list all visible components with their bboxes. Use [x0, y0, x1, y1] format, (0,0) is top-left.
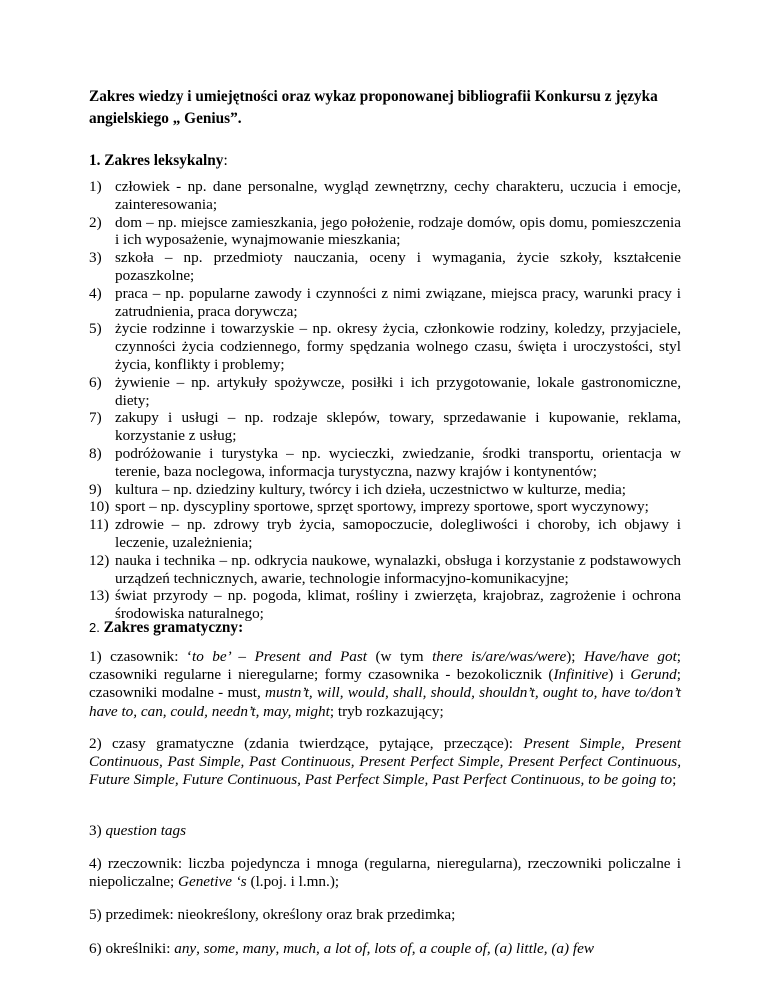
list-item-number: 9): [89, 480, 102, 498]
text-run: 2) czasy gramatyczne (zdania twierdzące, pytające, przeczące):: [89, 735, 524, 752]
list-item: [89, 516, 681, 552]
list-item: [89, 374, 681, 410]
text-run-italic: any: [174, 940, 197, 957]
grammar-item-5: 5) przedimek: nieokreślony, określony oraz brak przedimka;: [89, 906, 456, 923]
list-item: [89, 481, 681, 499]
list-item-number: 12): [89, 551, 110, 569]
title-line-1: Zakres wiedzy i umiejętności oraz wykaz proponowanej bibliografii Konkursu z języka: [89, 88, 658, 105]
text-run: ,: [196, 940, 204, 957]
list-item: [89, 587, 681, 623]
section-1-label: 1. Zakres leksykalny: [89, 152, 224, 169]
section-2-number: 2.: [89, 620, 100, 635]
section-1-colon: :: [223, 152, 228, 169]
list-item: [89, 409, 681, 445]
list-item-number: 1): [89, 178, 102, 195]
text-run-italic: , mustn’t, will, would, shall, should, shouldn’t, ought to, have to/don’t have to, can, could, needn’t, may, might: [89, 684, 681, 720]
text-run-italic: Gerund: [630, 666, 677, 684]
grammar-item-3: [89, 822, 681, 840]
list-item-text: kultura – np. dziedziny kultury, twórcy i ich dzieła, uczestnictwo w kulturze, media;: [115, 480, 627, 498]
list-item-number: 2): [89, 213, 102, 231]
list-item-number: 3): [89, 249, 102, 267]
text-run-italic: Have/have got: [583, 648, 677, 665]
text-run: ) i: [608, 666, 631, 684]
section-2-label: Zakres gramatyczny:: [103, 619, 244, 636]
list-item-number: 8): [89, 444, 102, 462]
text-run-italic: a lot of, lots of, a couple of, (a) little, (a) few: [323, 940, 594, 957]
text-run-italic: much: [283, 940, 316, 957]
text-run: (l.poj. i l.mn.);: [246, 873, 340, 891]
list-item-text: praca – np. popularne zawody i czynności z nimi związane, miejsca pracy, warunki pracy i zatrudnienia, praca dorywcza;: [115, 284, 681, 320]
grammar-item-1: [89, 648, 681, 721]
text-run-italic: question tags: [105, 822, 187, 839]
text-run: ; czasowniki regularne i nieregularne; formy czasownika - bezokolicznik (: [89, 648, 682, 684]
list-item-text: żywienie – np. artykuły spożywcze, posiłki i ich przygotowanie, lokale gastronomiczne, diety;: [115, 373, 681, 409]
list-item-text: dom – np. miejsce zamieszkania, jego położenie, rodzaje domów, opis domu, pomieszczenia i ich wyposażenie, wynajmowanie mieszkania;: [115, 213, 681, 249]
list-item-number: 5): [89, 320, 102, 338]
text-run-italic: Infinitive: [553, 666, 609, 684]
grammar-item-6: [89, 940, 681, 958]
list-item: [89, 249, 681, 285]
list-item: [89, 498, 681, 516]
text-run: ,: [315, 940, 324, 957]
list-item-number: 10): [89, 498, 110, 516]
document-title: [89, 86, 689, 130]
text-run-italic: some: [203, 940, 235, 957]
text-run: 6) określniki:: [89, 940, 175, 957]
lexical-list: [89, 178, 681, 623]
text-run: ; czasowniki modalne - must: [89, 666, 681, 702]
text-run: );: [566, 648, 584, 665]
list-item-text: świat przyrody – np. pogoda, klimat, rośliny i zwierzęta, krajobraz, zagrożenie i ochrona środowiska naturalnego;: [115, 587, 681, 623]
text-run: ,: [234, 940, 243, 957]
list-item: [89, 285, 681, 321]
list-item: [89, 178, 681, 214]
list-item: [89, 445, 681, 481]
grammar-item-2: [89, 735, 681, 790]
text-run: (w tym: [367, 648, 433, 665]
text-run: ,: [275, 940, 284, 957]
list-item: [89, 320, 681, 373]
section-2-heading: [89, 619, 243, 637]
list-item-text: nauka i technika – np. odkrycia naukowe, wynalazki, obsługa i korzystanie z podstawowych urządzeń technicznych, awarie, technologie informacyjno-komunikacyjne;: [115, 551, 681, 587]
list-item-number: 4): [89, 284, 102, 302]
grammar-item-4: [89, 855, 681, 891]
text-run-italic: there is/are/was/were: [432, 648, 567, 665]
list-item: [89, 552, 681, 588]
text-run: 1) czasownik: ‘: [89, 648, 192, 665]
text-run: 3): [89, 822, 106, 839]
list-item-number: 7): [89, 409, 102, 427]
list-item-text: życie rodzinne i towarzyskie – np. okresy życia, członkowie rodziny, koledzy, przyjaciele, czynności życia codziennego, formy spędzania wolnego czasu, święta i uroczystości, styl życia, konflikty i problemy;: [115, 320, 681, 373]
text-run-italic: Present Simple, Present Continuous, Past Simple, Past Continuous, Present Perfect Simple, Present Perfect Continuous, Future Simple, Future Continuous, Past Perfect Simple, Past Perfect Continuous, to be going to: [89, 735, 681, 789]
text-run-italic: Genetive ‘s: [177, 873, 247, 891]
title-line-2: angielskiego „ Genius”.: [89, 110, 242, 127]
text-run: ;: [672, 771, 677, 789]
list-item-text: zakupy i usługi – np. rodzaje sklepów, towary, sprzedawanie i kupowanie, reklama, korzystanie z usług;: [115, 409, 681, 445]
list-item-number: 13): [89, 587, 110, 605]
list-item-number: 6): [89, 373, 102, 391]
list-item-text: zdrowie – np. zdrowy tryb życia, samopoczucie, dolegliwości i choroby, ich objawy i leczenie, uzależnienia;: [115, 516, 681, 551]
text-run: ; tryb rozkazujący;: [329, 702, 444, 720]
text-run: 4) rzeczownik: liczba pojedyncza i mnoga (regularna, nieregularna), rzeczowniki policzalne i niepoliczalne;: [89, 855, 681, 891]
text-run-italic: many: [242, 940, 276, 957]
list-item-text: szkoła – np. przedmioty nauczania, oceny i wymagania, życie szkoły, kształcenie pozaszkolne;: [115, 249, 681, 284]
section-1-heading: [89, 152, 228, 170]
list-item-number: 11): [89, 516, 109, 534]
list-item-text: podróżowanie i turystyka – np. wycieczki, zwiedzanie, środki transportu, orientacja w terenie, baza noclegowa, informacja turystyczna, nazwy krajów i kontynentów;: [115, 444, 681, 480]
list-item: [89, 214, 681, 250]
list-item-text: sport – np. dyscypliny sportowe, sprzęt sportowy, imprezy sportowe, sport wyczynowy;: [115, 498, 649, 516]
list-item-text: człowiek - np. dane personalne, wygląd zewnętrzny, cechy charakteru, uczucia i emocje, zainteresowania;: [115, 178, 681, 213]
text-run-italic: to be’ – Present and Past: [191, 648, 368, 665]
